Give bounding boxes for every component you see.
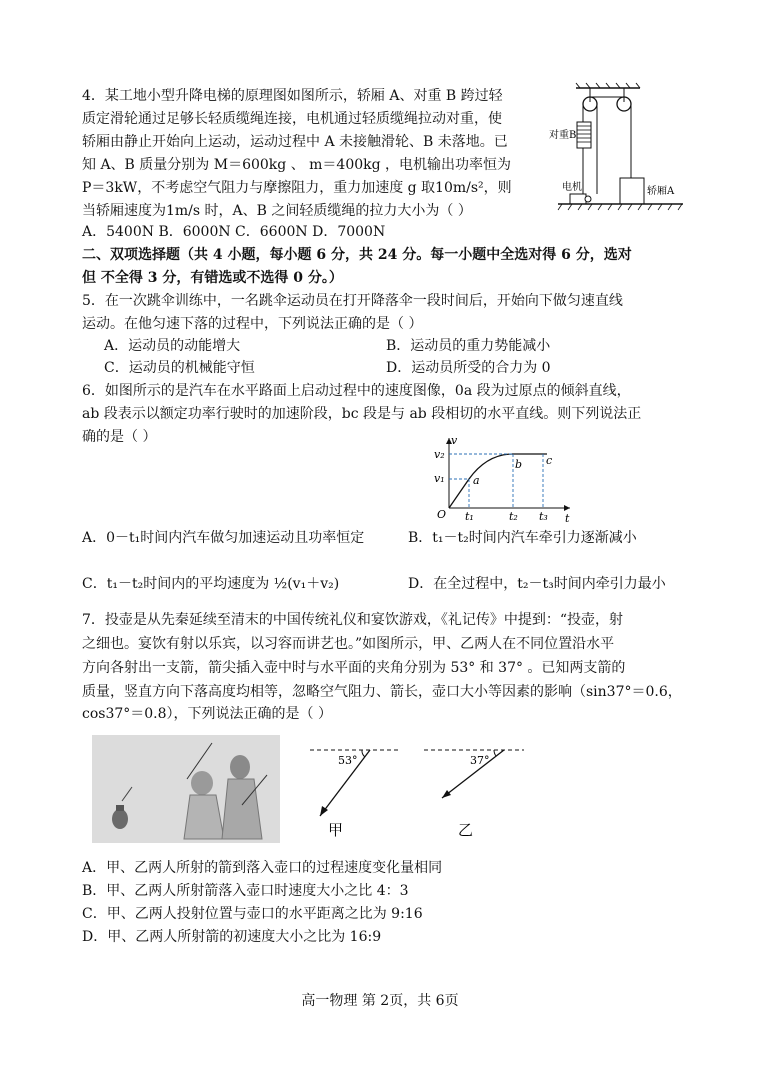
section2-header-line-2: 但 不全得 3 分，有错选或不选得 0 分。）: [82, 270, 343, 286]
q7-line-5: cos37°＝0.8），下列说法正确的是（ ）: [82, 706, 332, 722]
angle-label-53: 53°: [338, 754, 358, 767]
q7-arrow-diagram-jia: [306, 740, 406, 840]
q5-option-a: A．运动员的动能增大: [104, 338, 241, 354]
q6-line-1: 6．如图所示的是汽车在水平路面上启动过程中的速度图像，0a 段为过原点的倾斜直线，: [82, 383, 631, 399]
section2-header-line-1: 二、双项选择题（共 4 小题，每小题 6 分，共 24 分。每一小题中全选对得 6 分，选对: [82, 247, 632, 263]
label-counterweight-b: 对重B: [549, 130, 577, 141]
graph-origin: O: [437, 508, 447, 521]
graph-point-c: c: [546, 454, 553, 467]
q7-arrow-diagram-yi: [420, 740, 530, 840]
graph-tick-v2: v₂: [434, 448, 445, 461]
graph-axis-t: t: [565, 512, 570, 522]
q6-option-d: D．在全过程中，t₂－t₃时间内牵引力最小: [408, 576, 666, 592]
q5-option-b: B．运动员的重力势能减小: [386, 338, 551, 354]
q7-line-3: 方向各射出一支箭，箭尖插入壶中时与水平面的夹角分别为 53° 和 37° 。已知两支箭的: [82, 660, 626, 676]
q6-option-c: C．t₁－t₂时间内的平均速度为 ½(v₁＋v₂): [82, 576, 340, 592]
q7-option-b: B．甲、乙两人所射箭落入壶口时速度大小之比 4：3: [82, 883, 409, 899]
label-motor: 电机: [562, 182, 582, 193]
q7-line-1: 7．投壶是从先秦延续至清末的中国传统礼仪和宴饮游戏，《礼记传》中提到：“投壶，射: [82, 612, 624, 628]
q4-line-5: P＝3kW，不考虑空气阻力与摩擦阻力，重力加速度 g 取10m/s²，则: [82, 180, 512, 196]
graph-axis-v: v: [451, 434, 458, 447]
q4-line-6: 当轿厢速度为1m/s 时，A、B 之间轻质缆绳的拉力大小为（ ）: [82, 203, 472, 219]
q7-option-d: D．甲、乙两人所射箭的初速度大小之比为 16:9: [82, 929, 382, 945]
q5-line-1: 5．在一次跳伞训练中，一名跳伞运动员在打开降落伞一段时间后，开始向下做匀速直线: [82, 293, 623, 309]
page-footer: 高一物理 第 2页，共 6页: [301, 993, 459, 1009]
label-yi: 乙: [458, 821, 474, 839]
q7-option-c: C．甲、乙两人投射位置与壶口的水平距离之比为 9:16: [82, 906, 423, 922]
graph-tick-v1: v₁: [434, 472, 445, 485]
q6-option-b: B．t₁－t₂时间内汽车牵引力逐渐减小: [408, 530, 637, 546]
touhu-painting-image: [92, 735, 280, 843]
q4-elevator-figure: [548, 82, 688, 214]
graph-tick-t3: t₃: [539, 510, 548, 522]
q7-line-2: 之细也。宴饮有射以乐宾，以习容而讲艺也。”如图所示，甲、乙两人在不同位置沿水平: [82, 636, 615, 652]
graph-point-b: b: [515, 458, 523, 471]
q4-line-3: 轿厢由静止开始向上运动，运动过程中 A 未接触滑轮、B 未落地。已: [82, 134, 508, 150]
graph-tick-t1: t₁: [465, 510, 474, 522]
q4-line-1: 4．某工地小型升降电梯的原理图如图所示，轿厢 A、对重 B 跨过轻: [82, 88, 503, 104]
graph-point-a: a: [473, 474, 480, 487]
label-car-a: 轿厢A: [647, 186, 675, 197]
angle-label-37: 37°: [470, 754, 490, 767]
q7-option-a: A．甲、乙两人所射的箭到落入壶口的过程速度变化量相同: [82, 860, 443, 876]
q5-option-c: C．运动员的机械能守恒: [104, 360, 255, 376]
q4-line-2: 质定滑轮通过足够长轻质缆绳连接，电机通过轻质缆绳拉动对重，使: [82, 111, 502, 127]
q6-velocity-graph: [425, 434, 575, 522]
q4-options: A．5400N B．6000N C．6600N D．7000N: [82, 224, 386, 240]
label-jia: 甲: [328, 821, 344, 839]
q7-line-4: 质量，竖直方向下落高度均相等，忽略空气阻力、箭长，壶口大小等因素的影响（sin37°＝0.6，: [82, 684, 682, 700]
q5-option-d: D．运动员所受的合力为 0: [386, 360, 551, 376]
q4-line-4: 知 A、B 质量分别为 M＝600kg 、 m＝400kg ，电机输出功率恒为: [82, 157, 512, 173]
graph-tick-t2: t₂: [509, 510, 518, 522]
q5-line-2: 运动。在他匀速下落的过程中，下列说法正确的是（ ）: [82, 316, 423, 332]
q6-line-2: ab 段表示以额定功率行驶时的加速阶段，bc 段是与 ab 段相切的水平直线。则下列说法正: [82, 406, 642, 422]
q6-option-a: A．0－t₁时间内汽车做匀加速运动且功率恒定: [82, 530, 365, 546]
q6-line-3: 确的是（ ）: [82, 429, 157, 445]
